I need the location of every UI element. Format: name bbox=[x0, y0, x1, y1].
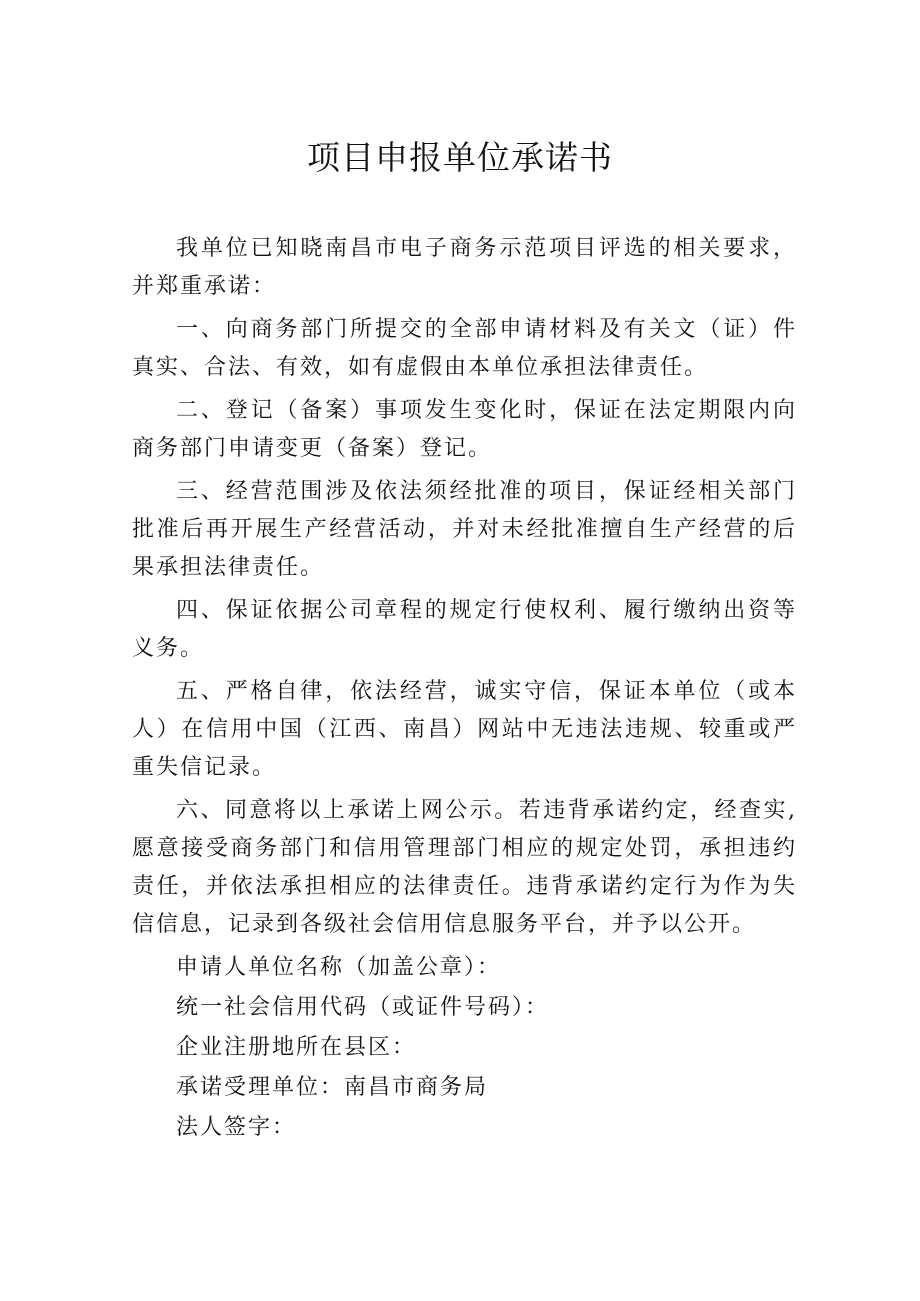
legal-signature-field: 法人签字： bbox=[176, 1115, 297, 1140]
commitment-item-5: 五、严格自律，依法经营，诚实守信，保证本单位（或本人）在信用中国（江西、南昌）网站中无违法违规、较重或严重失信记录。 bbox=[132, 679, 797, 780]
applicant-name-field: 申请人单位名称（加盖公章）： bbox=[176, 955, 502, 980]
commitment-item-6: 六、同意将以上承诺上网公示。若违背承诺约定，经查实,愿意接受商务部门和信用管理部门相应的规定处罚，承担违约责任，并依法承担相应的法律责任。违背承诺约定行为作为失信信息，记录到各级社会信用信息服务平台，并予以公开。 bbox=[132, 798, 797, 937]
document-title: 项目申报单位承诺书 bbox=[307, 138, 613, 177]
registered-district-field: 企业注册地所在县区： bbox=[176, 1035, 417, 1060]
commitment-item-2: 二、登记（备案）事项发生变化时，保证在法定期限内向商务部门申请变更（备案）登记。 bbox=[132, 398, 797, 461]
credit-code-field: 统一社会信用代码（或证件号码）： bbox=[176, 995, 550, 1020]
commitment-item-1: 一、向商务部门所提交的全部申请材料及有关文（证）件真实、合法、有效，如有虚假由本单位承担法律责任。 bbox=[132, 317, 797, 380]
commitment-item-4: 四、保证依据公司章程的规定行使权利、履行缴纳出资等义务。 bbox=[132, 598, 797, 661]
commitment-item-3: 三、经营范围涉及依法须经批准的项目，保证经相关部门批准后再开展生产经营活动，并对未经批准擅自生产经营的后果承担法律责任。 bbox=[132, 479, 797, 580]
document-body bbox=[132, 230, 797, 1149]
accepting-unit-field: 承诺受理单位：南昌市商务局 bbox=[176, 1075, 489, 1100]
intro-paragraph: 我单位已知晓南昌市电子商务示范项目评选的相关要求，并郑重承诺： bbox=[132, 236, 797, 299]
